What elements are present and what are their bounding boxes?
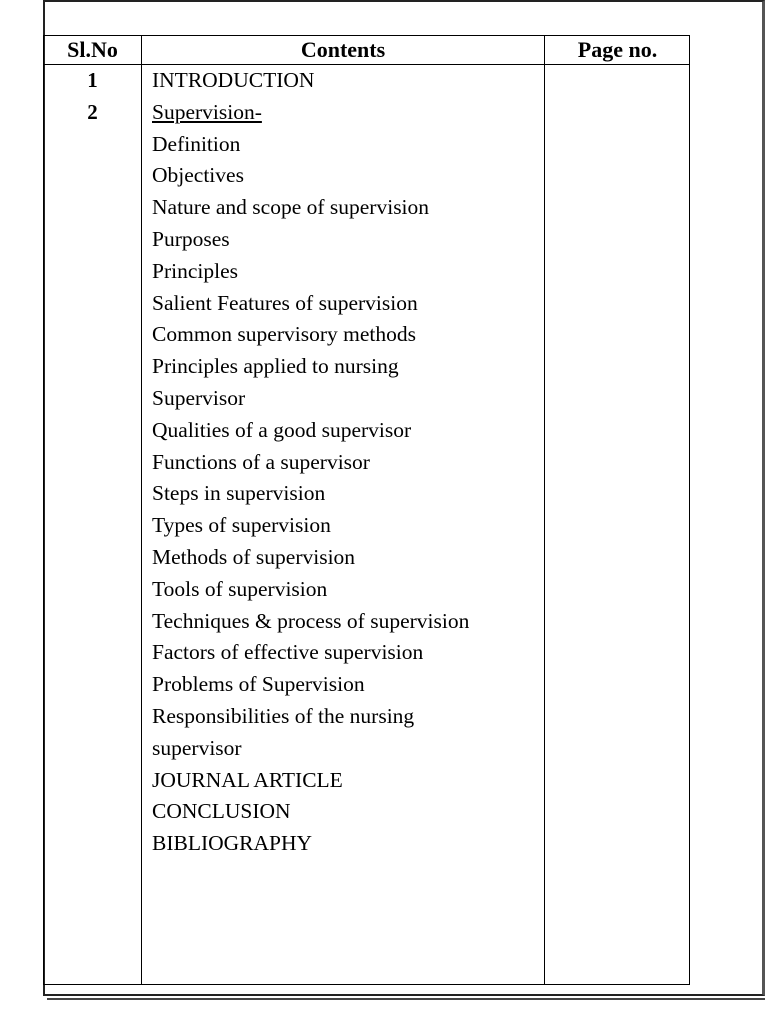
header-contents: Contents — [300, 37, 386, 62]
toc-entry: Steps in supervision — [152, 481, 326, 506]
toc-entry: Responsibilities of the nursing — [152, 703, 415, 728]
toc-entry: Nature and scope of supervision — [152, 195, 430, 220]
header-page-no: Page no. — [577, 37, 658, 62]
toc-entry: Purposes — [152, 226, 230, 251]
toc-entry-underlined: Supervision- — [152, 99, 262, 124]
column-divider-slno — [141, 36, 142, 984]
toc-entry: Principles applied to nursing — [152, 354, 399, 379]
serial-number-column — [44, 65, 141, 129]
toc-entry: Functions of a supervisor — [152, 449, 370, 474]
toc-entry: Types of supervision — [152, 513, 331, 538]
toc-entry: Salient Features of supervision — [152, 290, 418, 315]
column-divider-page — [544, 36, 545, 984]
toc-entry: Objectives — [152, 163, 244, 188]
toc-entry: Methods of supervision — [152, 544, 356, 569]
frame-bottom-line — [47, 998, 765, 1000]
toc-entry: INTRODUCTION — [152, 68, 315, 92]
toc-entry: Definition — [152, 131, 241, 156]
toc-entry: Problems of Supervision — [152, 672, 365, 697]
toc-entry: Common supervisory methods — [152, 322, 416, 347]
serial-number: 1 — [87, 68, 98, 92]
header-slno: Sl.No — [67, 37, 118, 62]
serial-number: 2 — [87, 99, 98, 124]
toc-entry: JOURNAL ARTICLE — [152, 767, 343, 792]
table-of-contents — [43, 35, 690, 985]
toc-entry: Factors of effective supervision — [152, 640, 424, 665]
toc-entry: Tools of supervision — [152, 576, 328, 601]
toc-entry: BIBLIOGRAPHY — [152, 831, 313, 856]
toc-entry: CONCLUSION — [152, 799, 291, 824]
contents-column — [152, 65, 542, 860]
toc-entry: Techniques & process of supervision — [152, 608, 470, 633]
toc-entry: Supervisor — [152, 385, 246, 410]
toc-entry: Qualities of a good supervisor — [152, 417, 412, 442]
toc-entry: supervisor — [152, 735, 242, 760]
toc-entry: Principles — [152, 258, 238, 283]
